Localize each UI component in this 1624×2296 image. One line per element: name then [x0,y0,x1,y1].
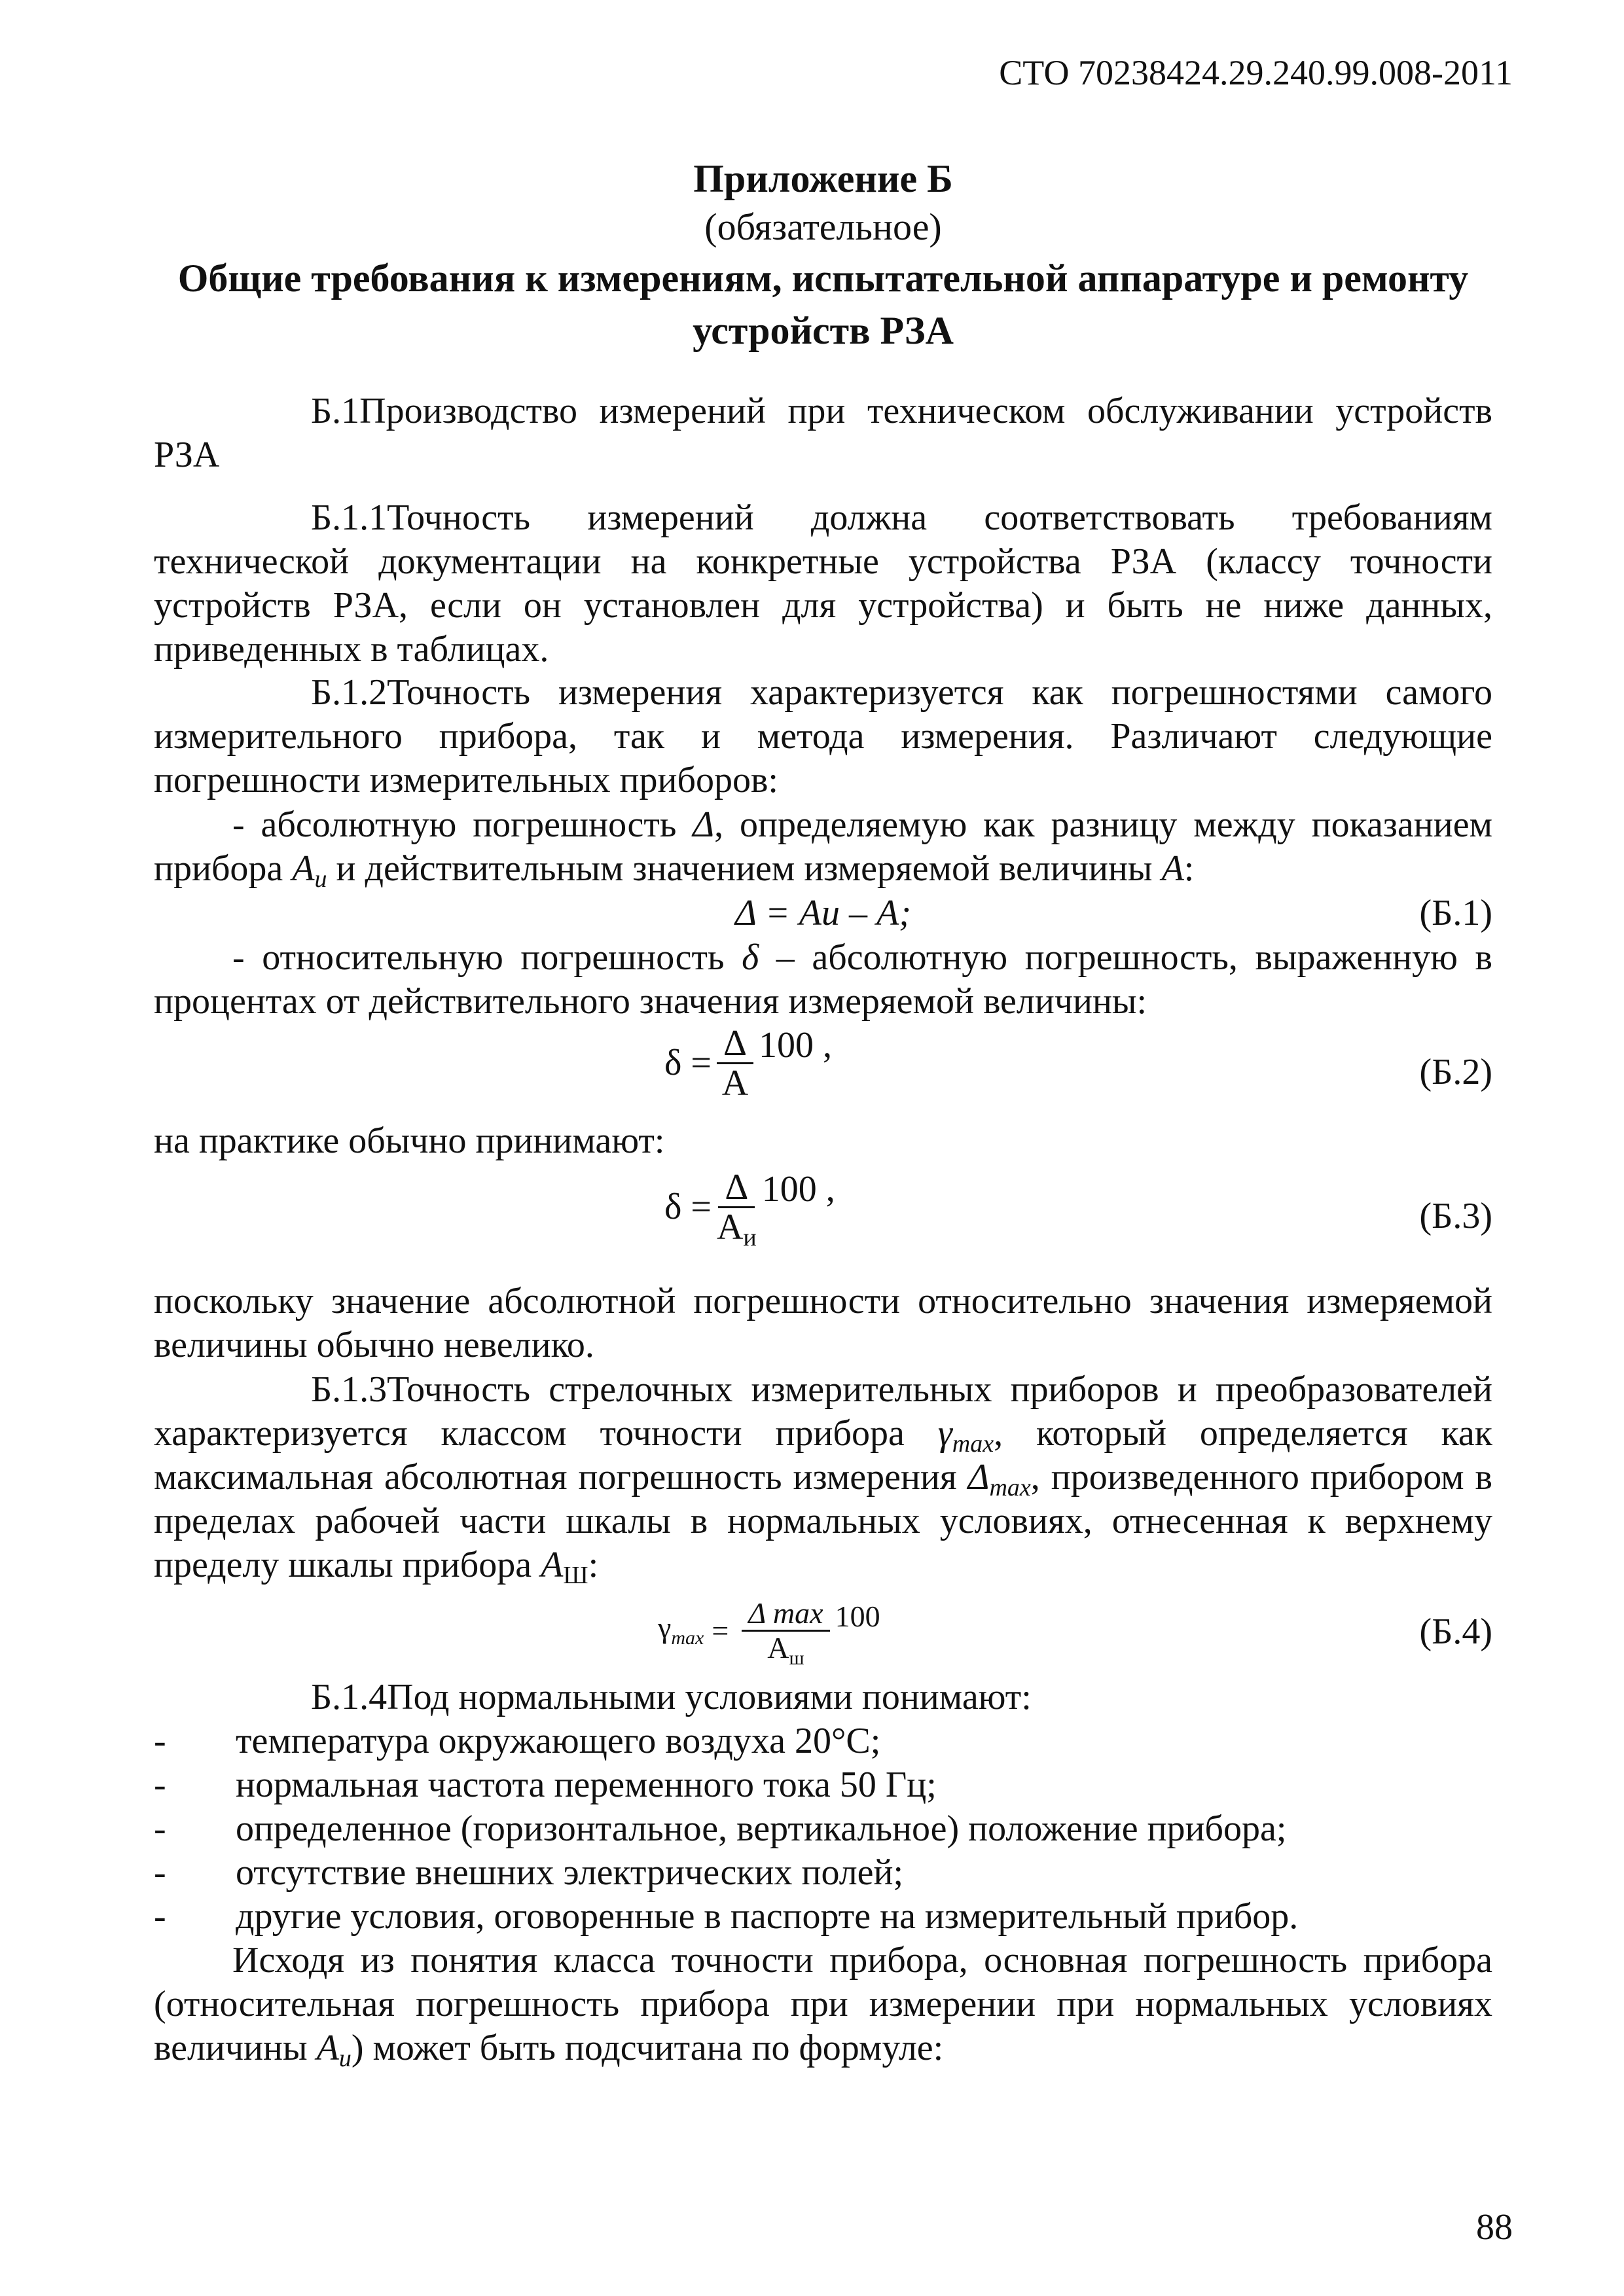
equation-b2 [154,1024,1492,1122]
fraction-numerator: Δ max [742,1597,829,1632]
list-item-text: отсутствие внешних электрических полей; [236,1852,904,1893]
equation-tail: 100 , [761,1168,835,1210]
equation-left: δ = [664,1187,712,1227]
denominator-base: A [767,1631,789,1664]
list-item-text: определенное (горизонтальное, вертикальное) положение прибора; [236,1808,1287,1849]
denominator-base: A [716,1207,744,1247]
symbol-a: A [292,848,315,889]
list-item [154,1851,1492,1895]
symbol-a: A [316,2028,339,2068]
text-fragment: - относительную погрешность [232,937,742,978]
text-fragment: , произведенного прибором в пределах рабочей части шкалы в нормальных условиях, отнесенная к верхнему пределу шкалы прибора [154,1457,1492,1585]
text-fragment: Точность стрелочных измерительных приборов и преобразователей характеризуется классом точности прибора [154,1369,1492,1454]
list-dash: - [154,1852,166,1893]
equation-b1 [154,891,1492,937]
list-dash: - [154,1808,166,1849]
text-fragment: и действительным значением измеряемой величины [327,848,1162,889]
section-text: Точность измерений должна соответствовать требованиям технической документации на конкретные устройства РЗА (классу точности устройств РЗА, если он установлен для устройства) и быть не ниже данных, приведенных в таблицах. [154,497,1492,670]
list-dash: - [154,1765,166,1805]
list-dash: - [154,1896,166,1937]
list-item [154,1895,1492,1939]
subscript: и [314,865,327,893]
section-number: Б.1.3 [311,1369,388,1410]
list-item [154,1719,1492,1763]
fraction-numerator: Δ [717,1024,753,1064]
section-number: Б.1.2 [311,672,388,713]
section-b11 [154,496,1492,672]
abs-error-paragraph [154,803,1492,891]
list-item-text: температура окружающего воздуха 20°С; [236,1721,881,1761]
section-number: Б.1.4 [311,1677,388,1717]
subscript: и [743,1224,757,1251]
gamma-symbol: γ [658,1611,672,1644]
equation-number: (Б.2) [1419,1052,1492,1092]
practice-text: на практике обычно принимают: [154,1121,665,1161]
list-dash: - [154,1721,166,1761]
appendix-title: Приложение Б [693,157,953,200]
subscript: ш [789,1647,804,1669]
text-fragment: , определяемую как разницу между показанием прибора [154,804,1493,889]
appendix-heading: Общие требования к измерениям, испытательной аппаратуре и ремонту устройств РЗА [177,257,1469,352]
final-paragraph [154,1939,1492,2070]
fraction-numerator: Δ [718,1168,755,1208]
text-fragment: Исходя из понятия класса точности прибора, основная погрешность прибора (относительная погрешность прибора при измерении при нормальных условиях величины [154,1940,1492,2068]
text-fragment: , который определяется как максимальная абсолютная погрешность измерения [154,1413,1492,1498]
text-fragment: ) может быть подсчитана по формуле: [351,2028,944,2068]
section-b1 [154,389,1492,477]
text-fragment: - абсолютную погрешность [232,804,693,845]
page-number: 88 [1476,2207,1513,2248]
subscript: max [671,1627,704,1649]
list-item-text: нормальная частота переменного тока 50 Гц; [236,1765,937,1805]
subscript: Ш [563,1562,588,1589]
subscript: max [989,1474,1031,1501]
fraction-denominator [767,1631,804,1669]
fraction [742,1596,829,1669]
section-b14 [154,1676,1492,1719]
fraction [717,1024,753,1102]
section-number: Б.1.1 [311,497,388,538]
subscript: и [338,2045,352,2072]
delta-symbol: Δ [967,1457,990,1498]
subscript: max [952,1430,994,1458]
since-paragraph: поскольку значение абсолютной погрешности относительно значения измеряемой величины обычно невелико. [154,1281,1492,1365]
equation-expression [664,1167,835,1251]
section-b13 [154,1368,1492,1587]
fraction-denominator [716,1207,757,1251]
symbol-a: A [1161,848,1184,889]
section-text: Под нормальными условиями понимают: [387,1677,1032,1717]
fraction-denominator: A [721,1063,749,1103]
section-b12 [154,671,1492,802]
symbol-a: A [541,1545,564,1585]
equation-number: (Б.4) [1419,1611,1492,1652]
list-item-text: другие условия, оговоренные в паспорте на измерительный прибор. [236,1896,1299,1937]
list-item [154,1763,1492,1807]
section-number: Б.1 [311,391,360,431]
equation-number: (Б.3) [1419,1196,1492,1236]
equals-sign: = [712,1614,729,1647]
text-fragment: : [1183,848,1195,889]
equation-tail: 100 , [758,1024,832,1066]
document-code: СТО 70238424.29.240.99.008-2011 [999,53,1513,92]
equation-expression [664,1024,832,1102]
rel-error-paragraph [154,936,1492,1024]
equation-tail: 100 [835,1599,880,1633]
gamma-max [658,1605,704,1649]
delta-symbol: Δ [693,804,715,845]
equation-number: (Б.1) [1419,893,1492,933]
text-fragment: : [588,1545,599,1585]
gamma-symbol: γ [937,1413,952,1454]
section-text: Точность измерения характеризуется как погрешностями самого измерительного прибора, так и метода измерения. Различают следующие погрешности измерительных приборов: [154,672,1492,800]
delta-small-symbol: δ [742,937,759,978]
equation-expression [658,1596,880,1669]
appendix-status: (обязательное) [704,206,942,248]
equation-expression: Δ = Aи – A; [735,893,911,933]
equation-b3 [154,1168,1492,1266]
list-item [154,1807,1492,1851]
equation-left: δ = [664,1043,712,1083]
text-fragment: – абсолютную погрешность, выраженную в процентах от действительного значения измеряемой величины: [154,937,1492,1022]
fraction [716,1167,757,1251]
section-text: Производство измерений при техническом обслуживании устройств РЗА [154,391,1492,475]
